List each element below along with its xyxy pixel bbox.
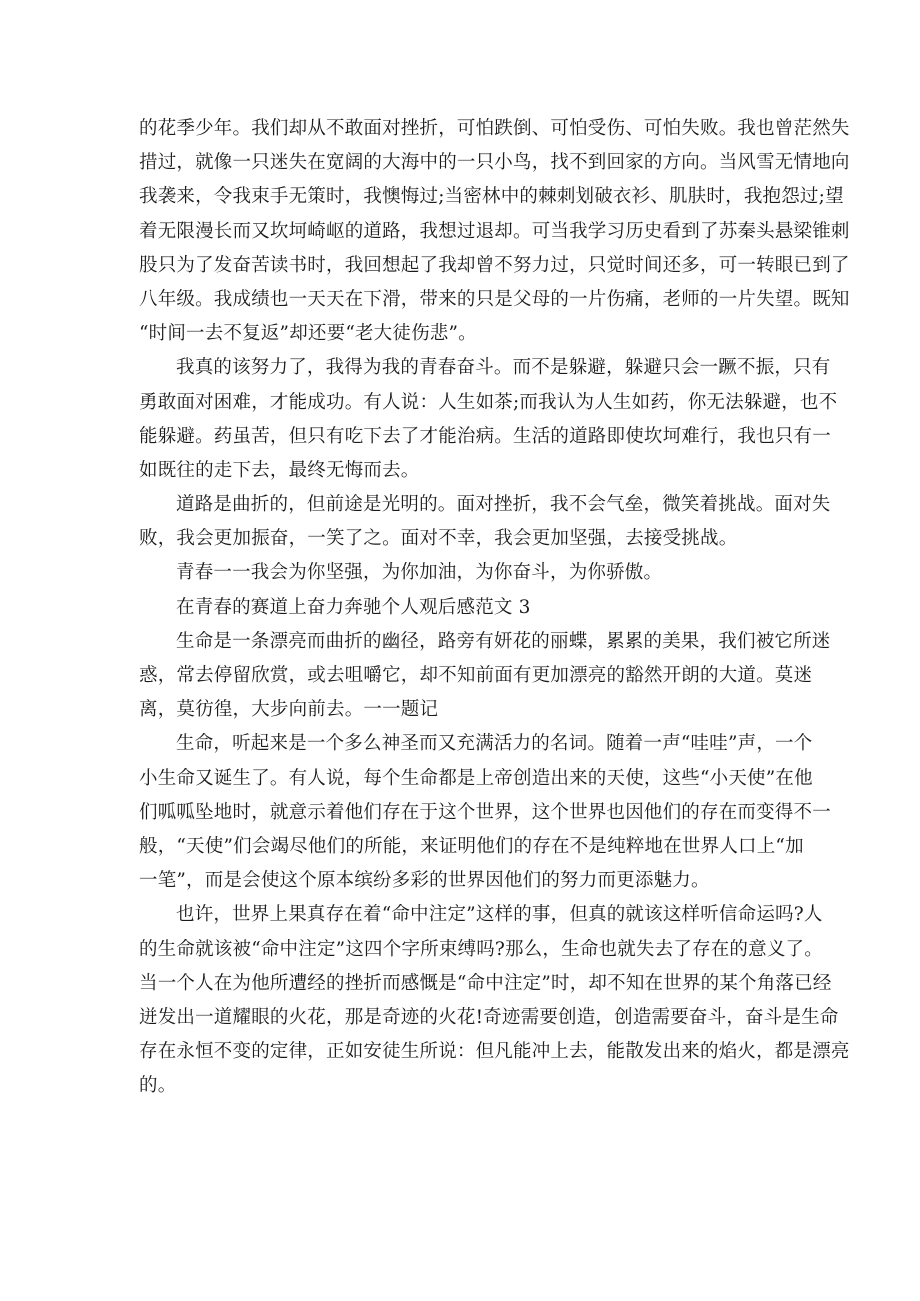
text-line: 迸发出一道耀眼的火花，那是奇迹的火花!奇迹需要创造，创造需要奋斗，奋斗是生命: [139, 1006, 839, 1028]
text-line: 八年级。我成绩也一天天在下滑，带来的只是父母的一片伤痛，老师的一片失望。既知: [139, 288, 850, 310]
text-line: 的花季少年。我们却从不敢面对挫折，可怕跌倒、可怕受伤、可怕失败。我也曾茫然失: [139, 118, 850, 139]
text-line: 勇敢面对困难，才能成功。有人说：人生如茶;而我认为人生如药，你无法躲避，也不: [139, 391, 838, 413]
text-line: 如既往的走下去，最终无悔而去。: [139, 459, 420, 481]
text-line: 当一个人在为他所遭经的挫折而感慨是“命中注定”时，却不知在世界的某个角落已经: [139, 972, 832, 994]
text-line: “时间一去不复返”却还要“老大徒伤悲”。: [139, 323, 477, 345]
text-line: 的生命就该被“命中注定”这四个字所束缚吗?那么，生命也就失去了存在的意义了。: [139, 938, 823, 960]
text-line: 小生命又诞生了。有人说，每个生命都是上帝创造出来的天使，这些“小天使”在他: [139, 767, 813, 789]
text-line: 着无限漫长而又坎坷崎岖的道路，我想过退却。可当我学习历史看到了苏秦头悬梁锥刺: [139, 220, 850, 242]
text-line: 般，“天使”们会竭尽他们的所能，来证明他们的存在不是纯粹地在世界人口上“加: [139, 835, 804, 857]
text-line: 青春一一我会为你坚强，为你加油，为你奋斗，为你骄傲。: [176, 562, 663, 584]
paragraph: [139, 112, 850, 351]
text-line: 我真的该努力了，我得为我的青春奋斗。而不是躲避，躲避只会一蹶不振，只有: [176, 357, 831, 379]
text-line: 存在永恒不变的定律，正如安徒生所说：但凡能冲上去，能散发出来的焰火，都是漂亮: [139, 1041, 850, 1063]
heading-line: 在青春的赛道上奋力奔驰个人观后感范文 3: [176, 596, 531, 618]
text-line: 的。: [139, 1075, 177, 1097]
text-line: 措过，就像一只迷失在宽阔的大海中的一只小鸟，找不到回家的方向。当风雪无情地向: [139, 152, 850, 174]
paragraph: [139, 898, 850, 1103]
paragraph: [139, 351, 838, 488]
text-line: 生命是一条漂亮而曲折的幽径，路旁有妍花的丽蝶，累累的美果，我们被它所迷: [176, 630, 831, 652]
text-line: 离，莫彷徨，大步向前去。一一题记: [139, 699, 439, 721]
paragraph: [139, 556, 789, 590]
text-line: 能躲避。药虽苦，但只有吃下去了才能治病。生活的道路即使坎坷难行，我也只有一: [139, 425, 831, 447]
text-line: 道路是曲折的，但前途是光明的。面对挫折，我不会气垒，微笑着挑战。面对失: [176, 494, 831, 516]
text-line: 败，我会更加振奋，一笑了之。面对不幸，我会更加坚强，去接受挑战。: [139, 528, 738, 550]
text-line: 们呱呱坠地时，就意示着他们存在于这个世界，这个世界也因他们的存在而变得不一: [139, 801, 831, 823]
text-line: 惑，常去停留欣赏，或去咀嚼它，却不知前面有更加漂亮的豁然开朗的大道。莫迷: [139, 665, 813, 686]
text-line: 也许，世界上果真存在着“命中注定”这样的事，但真的就该这样听信命运吗?人: [176, 904, 823, 926]
document-body: [139, 112, 850, 1103]
paragraph: [139, 488, 831, 556]
text-line: 股只为了发奋苦读书时，我回想起了我却曾不努力过，只觉时间还多，可一转眼已到了: [139, 254, 850, 276]
text-line: 我袭来，令我束手无策时，我懊悔过;当密林中的棘刺划破衣衫、肌肤时，我抱怨过;望: [139, 186, 844, 208]
section-heading: [139, 591, 789, 625]
text-line: 生命，听起来是一个多么神圣而又充满活力的名词。随着一声“哇哇”声，一个: [176, 733, 813, 755]
text-line: 一笔”，而是会使这个原本缤纷多彩的世界因他们的努力而更添魅力。: [139, 870, 710, 892]
paragraph: [139, 727, 831, 898]
paragraph: [139, 625, 831, 728]
